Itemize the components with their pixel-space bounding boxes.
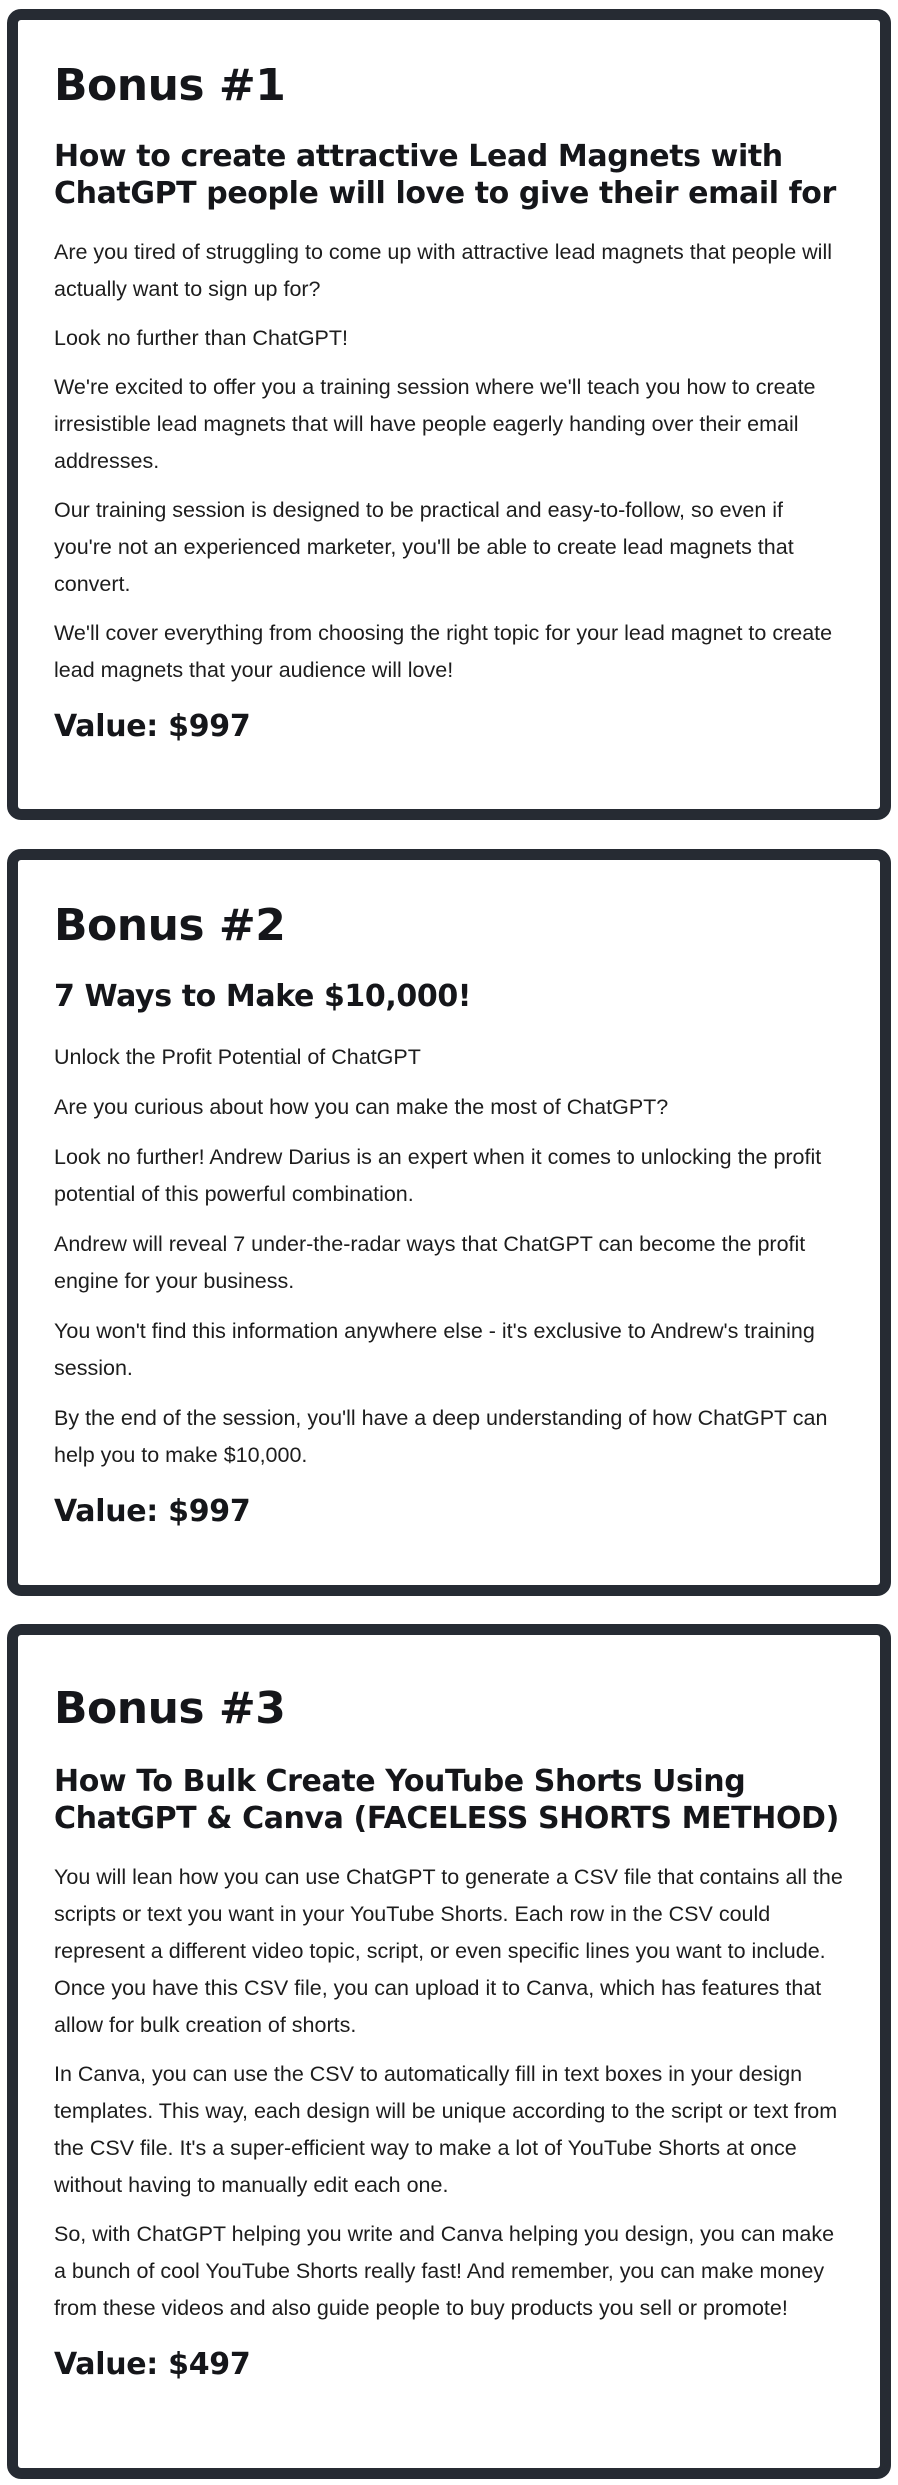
- bonus-card-3: [7, 1624, 891, 2479]
- bonus-value: Value: $997: [54, 1494, 251, 1529]
- bonus-paragraph: In Canva, you can use the CSV to automatically fill in text boxes in your design templates. This way, each design will be unique according to the script or text from the CSV file. It's a super-efficient way to make a lot of YouTube Shorts at once without having to manually edit each one.: [54, 2062, 838, 2197]
- bonus-number: Bonus #1: [54, 60, 286, 111]
- bonus-paragraph: You won't find this information anywhere else - it's exclusive to Andrew's training session.: [54, 1319, 815, 1380]
- bonus-paragraph: Unlock the Profit Potential of ChatGPT: [54, 1045, 421, 1069]
- bonus-card-1: [7, 9, 891, 820]
- bonus-value: Value: $497: [54, 2347, 251, 2382]
- bonus-paragraph: Are you curious about how you can make the most of ChatGPT?: [54, 1095, 669, 1119]
- bonus-paragraph: So, with ChatGPT helping you write and Canva helping you design, you can make a bunch of cool YouTube Shorts really fast! And remember, you can make money from these videos and also guide people to buy products you sell or promote!: [54, 2222, 835, 2320]
- bonus-number: Bonus #3: [54, 1683, 286, 1734]
- bonus-paragraph: Look no further than ChatGPT!: [54, 326, 348, 350]
- bonus-paragraph: Are you tired of struggling to come up with attractive lead magnets that people will actually want to sign up for?: [54, 240, 832, 301]
- bonus-paragraph: We'll cover everything from choosing the right topic for your lead magnet to create lead magnets that your audience will love!: [54, 621, 833, 682]
- bonus-card-2: [7, 849, 891, 1596]
- bonus-title: How to create attractive Lead Magnets with ChatGPT people will love to give their email for: [54, 139, 836, 211]
- bonus-title: 7 Ways to Make $10,000!: [54, 979, 472, 1014]
- bonus-number: Bonus #2: [54, 900, 286, 951]
- bonus-paragraph: By the end of the session, you'll have a deep understanding of how ChatGPT can help you to make $10,000.: [54, 1406, 828, 1467]
- bonus-title: How To Bulk Create YouTube Shorts Using ChatGPT & Canva (FACELESS SHORTS METHOD): [54, 1764, 839, 1836]
- bonus-paragraph: You will lean how you can use ChatGPT to generate a CSV file that contains all the scripts or text you want in your YouTube Shorts. Each row in the CSV could represent a different video topic, script, or even specific lines you want to include. Once you have this CSV file, you can upload it to Canva, which has features that allow for bulk creation of shorts.: [54, 1865, 843, 2037]
- bonus-paragraph: Andrew will reveal 7 under-the-radar ways that ChatGPT can become the profit engine for your business.: [54, 1232, 806, 1293]
- bonus-paragraph: Look no further! Andrew Darius is an expert when it comes to unlocking the profit potential of this powerful combination.: [54, 1145, 822, 1206]
- bonus-value: Value: $997: [54, 709, 251, 744]
- bonus-paragraph: We're excited to offer you a training session where we'll teach you how to create irresistible lead magnets that will have people eagerly handing over their email addresses.: [54, 375, 816, 473]
- bonus-paragraph: Our training session is designed to be practical and easy-to-follow, so even if you're not an experienced marketer, you'll be able to create lead magnets that convert.: [54, 498, 794, 596]
